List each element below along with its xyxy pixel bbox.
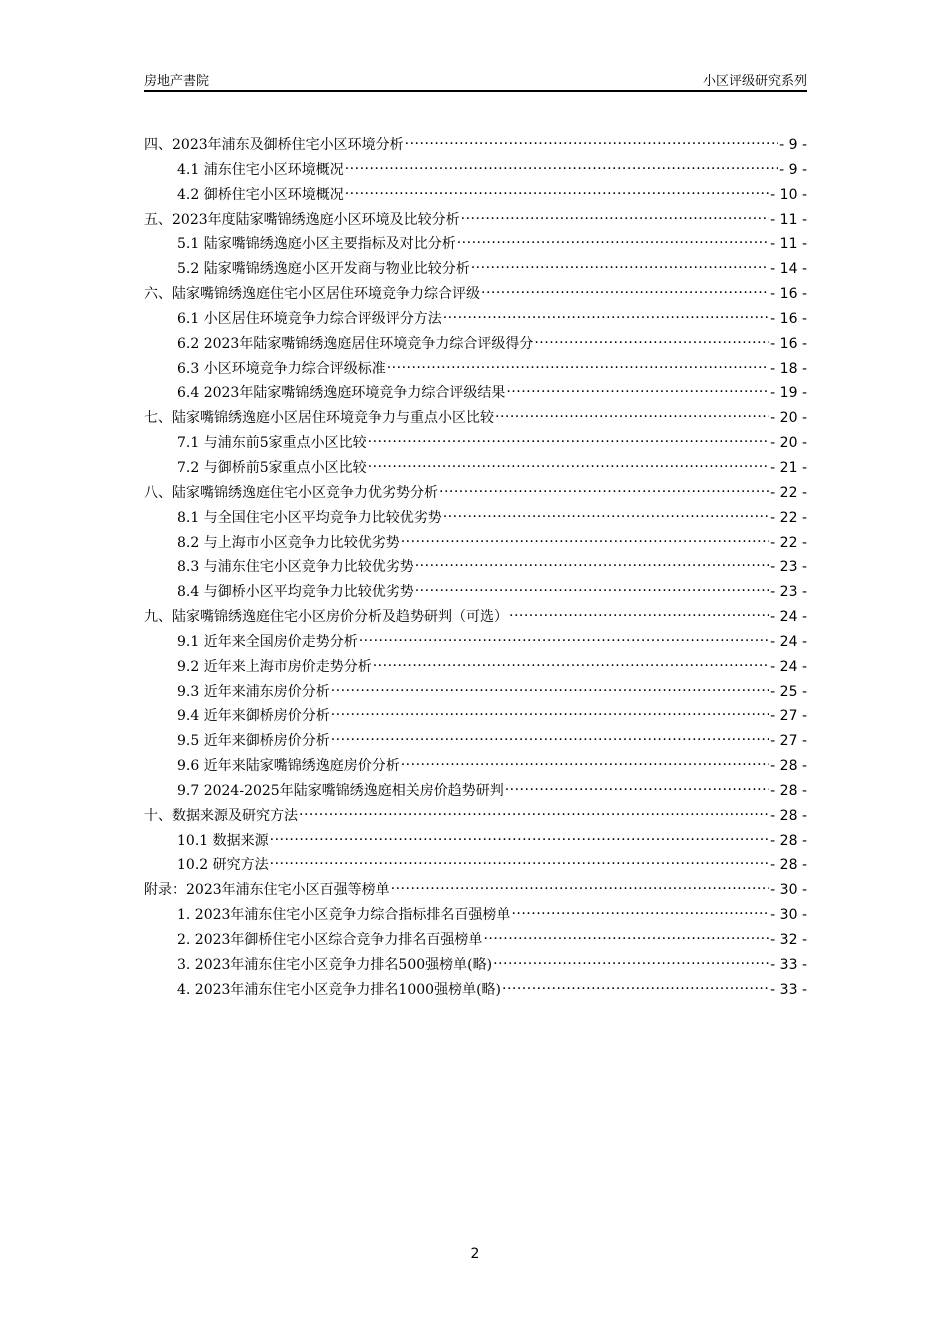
toc-entry-title: 10.2 研究方法 <box>177 857 269 874</box>
toc-entry-title: 8.4 与御桥小区平均竞争力比较优劣势 <box>177 584 414 601</box>
toc-entry-page: - 30 - <box>770 907 807 924</box>
dot-leader <box>461 200 770 224</box>
toc-entry-page: - 28 - <box>770 782 807 799</box>
toc-entry-title: 7.2 与御桥前5家重点小区比较 <box>177 459 367 476</box>
header-publisher: 房地产書院 <box>144 74 210 89</box>
dot-leader <box>401 746 769 770</box>
dot-leader <box>505 771 769 795</box>
toc-entry-title: 6.4 2023年陆家嘴锦绣逸庭环境竞争力综合评级结果 <box>177 385 506 402</box>
toc-entry-title: 5.1 陆家嘴锦绣逸庭小区主要指标及对比分析 <box>177 236 456 253</box>
toc-entry-page: - 20 - <box>770 410 807 427</box>
toc-entry-title: 9.1 近年来全国房价走势分析 <box>177 633 358 650</box>
toc-entry-page: - 9 - <box>779 137 807 153</box>
dot-leader <box>511 895 769 919</box>
dot-leader <box>387 349 769 373</box>
toc-entry-title: 6.2 2023年陆家嘴锦绣逸庭居住环境竞争力综合评级得分 <box>177 335 534 352</box>
toc-entry-page: - 27 - <box>770 733 807 750</box>
toc-entry-page: - 25 - <box>770 683 807 700</box>
toc-entry-title: 附录：2023年浦东住宅小区百强等榜单 <box>144 882 390 899</box>
dot-leader <box>368 448 770 472</box>
dot-leader <box>368 423 770 447</box>
toc-entry-page: - 23 - <box>770 559 807 576</box>
toc-entry-page: - 21 - <box>770 459 807 476</box>
table-of-contents <box>144 125 807 998</box>
toc-entry-page: - 22 - <box>770 534 807 551</box>
toc-entry-page: - 23 - <box>770 584 807 601</box>
toc-entry-page: - 14 - <box>770 261 807 278</box>
dot-leader <box>270 845 770 869</box>
toc-entry-page: - 11 - <box>770 236 807 253</box>
header-series-title: 小区评级研究系列 <box>702 74 807 89</box>
dot-leader <box>359 622 769 646</box>
toc-entry-page: - 24 - <box>770 658 807 675</box>
toc-entry-page: - 28 - <box>770 857 807 874</box>
toc-entry-page: - 24 - <box>770 633 807 650</box>
toc-entry-page: - 27 - <box>770 708 807 725</box>
toc-entry-title: 2. 2023年御桥住宅小区综合竞争力排名百强榜单 <box>177 932 483 948</box>
dot-leader <box>415 547 769 571</box>
toc-chapter-entry[interactable] <box>144 125 807 153</box>
toc-entry-page: - 19 - <box>770 385 807 402</box>
toc-entry-title: 9.4 近年来御桥房价分析 <box>177 708 330 725</box>
dot-leader <box>509 597 769 621</box>
dot-leader <box>331 696 769 720</box>
toc-entry-page: - 22 - <box>770 484 807 501</box>
toc-entry-page: - 30 - <box>770 882 807 899</box>
toc-entry-page: - 28 - <box>770 758 807 775</box>
dot-leader <box>471 249 769 273</box>
toc-entry-page: - 18 - <box>770 360 807 377</box>
toc-entry-title: 8.3 与浦东住宅小区竞争力比较优劣势 <box>177 559 414 576</box>
toc-entry-page: - 9 - <box>779 161 807 178</box>
dot-leader <box>506 373 769 397</box>
toc-entry-page: - 20 - <box>770 435 807 452</box>
toc-entry-title: 9.6 近年来陆家嘴锦绣逸庭房价分析 <box>177 758 400 775</box>
toc-entry-page: - 24 - <box>770 609 807 626</box>
toc-entry-page: - 22 - <box>770 509 807 526</box>
toc-entry-title: 4.1 浦东住宅小区环境概况 <box>177 161 344 178</box>
toc-entry-title: 6.3 小区环境竞争力综合评级标准 <box>177 360 386 377</box>
dot-leader <box>495 398 769 422</box>
toc-entry-page: - 33 - <box>770 981 807 998</box>
dot-leader <box>405 125 778 149</box>
dot-leader <box>493 945 769 969</box>
dot-leader <box>331 721 769 745</box>
dot-leader <box>345 150 778 174</box>
toc-entry-page: - 28 - <box>770 832 807 849</box>
toc-entry-title: 十、数据来源及研究方法 <box>144 807 298 824</box>
dot-leader <box>443 498 769 522</box>
dot-leader <box>534 324 769 348</box>
toc-entry-page: - 16 - <box>770 335 807 352</box>
toc-entry-page: - 10 - <box>770 186 807 203</box>
toc-entry-title: 四、2023年浦东及御桥住宅小区环境分析 <box>144 137 404 153</box>
dot-leader <box>415 572 769 596</box>
dot-leader <box>270 821 770 845</box>
toc-entry-title: 5.2 陆家嘴锦绣逸庭小区开发商与物业比较分析 <box>177 261 470 278</box>
toc-entry-title: 3. 2023年浦东住宅小区竞争力排名500强榜单(略) <box>177 956 493 973</box>
toc-entry-page: - 16 - <box>770 310 807 327</box>
dot-leader <box>439 473 769 497</box>
toc-entry-title: 八、陆家嘴锦绣逸庭住宅小区竞争力优劣势分析 <box>144 484 438 501</box>
toc-entry-title: 七、陆家嘴锦绣逸庭小区居住环境竞争力与重点小区比较 <box>144 410 494 427</box>
dot-leader <box>483 920 769 944</box>
page-number: 2 <box>470 1246 480 1262</box>
toc-entry-page: - 11 - <box>770 211 807 228</box>
dot-leader <box>345 175 769 199</box>
toc-entry-title: 9.7 2024-2025年陆家嘴锦绣逸庭相关房价趋势研判 <box>177 782 504 799</box>
toc-entry-title: 6.1 小区居住环境竞争力综合评级评分方法 <box>177 310 442 327</box>
toc-entry-page: - 16 - <box>770 286 807 303</box>
dot-leader <box>391 870 770 894</box>
toc-entry-title: 9.5 近年来御桥房价分析 <box>177 733 330 750</box>
toc-entry-title: 8.2 与上海市小区竞争力比较优劣势 <box>177 534 400 551</box>
toc-entry-title: 1. 2023年浦东住宅小区竞争力综合指标排名百强榜单 <box>177 907 511 924</box>
toc-entry-title: 10.1 数据来源 <box>177 832 269 849</box>
dot-leader <box>299 796 769 820</box>
toc-entry-title: 六、陆家嘴锦绣逸庭住宅小区居住环境竞争力综合评级 <box>144 286 480 303</box>
toc-entry-title: 8.1 与全国住宅小区平均竞争力比较优劣势 <box>177 509 442 526</box>
toc-entry-title: 九、陆家嘴锦绣逸庭住宅小区房价分析及趋势研判（可选） <box>144 609 508 626</box>
dot-leader <box>443 299 769 323</box>
dot-leader <box>457 224 769 248</box>
dot-leader <box>331 672 769 696</box>
toc-entry-title: 五、2023年度陆家嘴锦绣逸庭小区环境及比较分析 <box>144 211 460 228</box>
toc-entry-title: 4.2 御桥住宅小区环境概况 <box>177 186 344 203</box>
dot-leader <box>373 647 769 671</box>
toc-entry-page: - 32 - <box>770 932 807 948</box>
toc-entry-page: - 33 - <box>770 956 807 973</box>
dot-leader <box>481 274 769 298</box>
toc-entry-page: - 28 - <box>770 807 807 824</box>
dot-leader <box>401 523 769 547</box>
toc-entry-title: 9.3 近年来浦东房价分析 <box>177 683 330 700</box>
dot-leader <box>502 970 769 994</box>
toc-entry-title: 4. 2023年浦东住宅小区竞争力排名1000强榜单(略) <box>177 981 501 998</box>
toc-entry-title: 7.1 与浦东前5家重点小区比较 <box>177 435 367 452</box>
page-header <box>144 68 807 92</box>
toc-entry-title: 9.2 近年来上海市房价走势分析 <box>177 658 372 675</box>
